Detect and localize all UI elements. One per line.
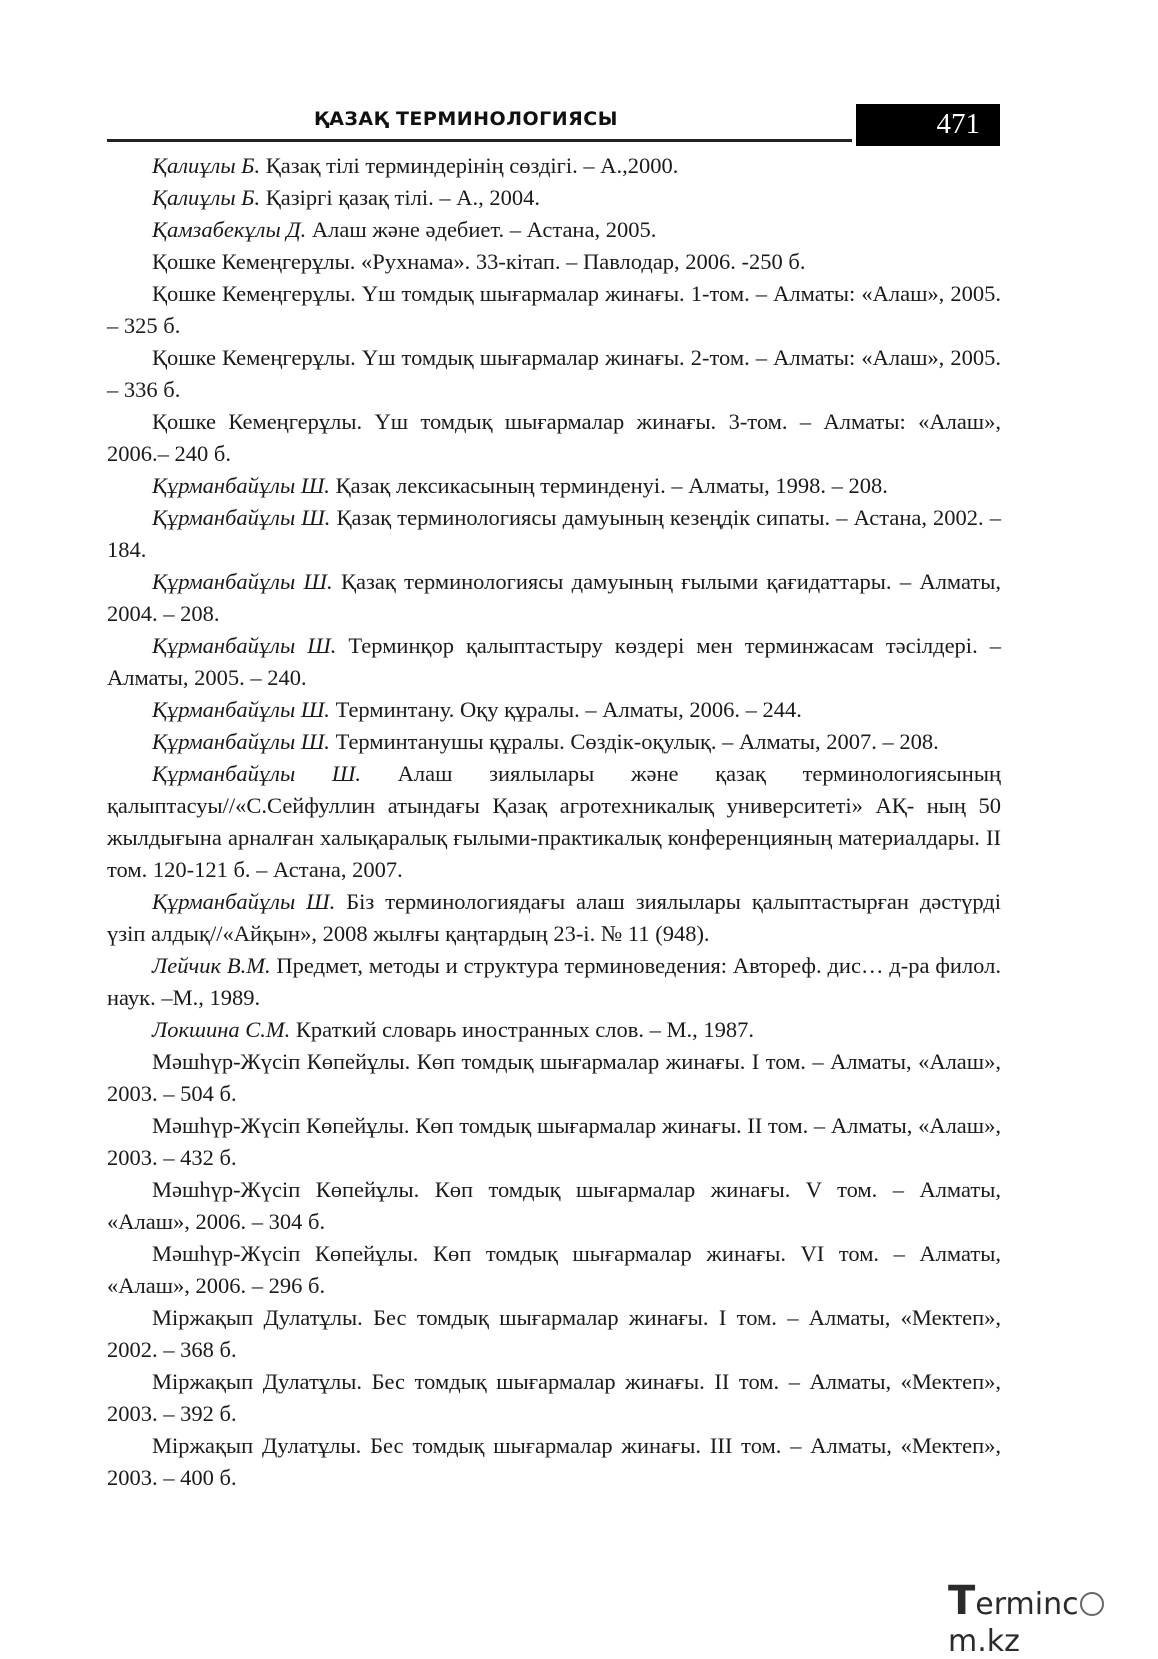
entry-text: Қошке Кемеңгерұлы. Үш томдық шығармалар жинағы. 3-том. – Алматы: «Алаш», 2006.– 240 б.: [107, 409, 1001, 466]
bibliography-entry: [107, 950, 1001, 1014]
entry-author: Қалиұлы Б.: [152, 185, 261, 210]
entry-text: Мәшһүр-Жүсіп Көпейұлы. Көп томдық шығармалар жинағы. І том. – Алматы, «Алаш», 2003. – 504 б.: [107, 1049, 1001, 1106]
entry-author: Құрманбайұлы Ш.: [152, 633, 337, 658]
entry-text: Алаш зиялылары және қазақ терминологиясының қалыптасуы//«С.Сейфуллин атындағы Қазақ агротехникалық университеті» АҚ- ның 50 жылдығына арналған халықаралық ғылыми-практикалық конференцияның материалдары. ІІ том. 120-121 б. – Астана, 2007.: [107, 761, 1001, 882]
bibliography-entry: [107, 1110, 1001, 1174]
bibliography-entry: [107, 1014, 1001, 1046]
watermark-domain: m.kz: [948, 1624, 1020, 1659]
bibliography-entry: [107, 1174, 1001, 1238]
entry-text: Терминтану. Оқу құралы. – Алматы, 2006. – 244.: [329, 697, 802, 722]
entry-text: Мәшһүр-Жүсіп Көпейұлы. Көп томдық шығармалар жинағы. V том. – Алматы, «Алаш», 2006. – 304 б.: [107, 1177, 1001, 1234]
watermark-text: erminc: [975, 1587, 1079, 1622]
entry-text: Қошке Кемеңгерұлы. «Рухнама». 33-кітап. – Павлодар, 2006. -250 б.: [152, 249, 806, 274]
bibliography-entry: [107, 1366, 1001, 1430]
entry-text: Терминқор қалыптастыру көздері мен терминжасам тәсілдері. – Алматы, 2005. – 240.: [107, 633, 1001, 690]
entry-author: Құрманбайұлы Ш.: [152, 505, 331, 530]
entry-author: Қалиұлы Б.: [152, 153, 261, 178]
bibliography-entry: [107, 150, 1001, 182]
termincom-watermark: [948, 1578, 1158, 1659]
bibliography-entry: [107, 502, 1001, 566]
entry-author: Құрманбайұлы Ш.: [152, 729, 330, 754]
bibliography-entry: [107, 566, 1001, 630]
bibliography-entry: [107, 758, 1001, 886]
bibliography-entry: [107, 1238, 1001, 1302]
running-head-rule: [107, 139, 852, 142]
entry-author: Құрманбайұлы Ш.: [152, 569, 333, 594]
entry-author: Локшина С.М.: [152, 1017, 291, 1042]
entry-author: Құрманбайұлы Ш.: [152, 761, 361, 786]
page-number-box: [856, 104, 1000, 146]
entry-text: Мәшһүр-Жүсіп Көпейұлы. Көп томдық шығармалар жинағы. VІ том. – Алматы, «Алаш», 2006. – 296 б.: [107, 1241, 1001, 1298]
bibliography-entry: [107, 342, 1001, 406]
bibliography-entry: [107, 886, 1001, 950]
running-head: [107, 106, 852, 142]
entry-text: Қазақ лексикасының терминденуі. – Алматы, 1998. – 208.: [329, 473, 888, 498]
bibliography-entry: [107, 630, 1001, 694]
bibliography-entry: [107, 182, 1001, 214]
bibliography-entry: [107, 470, 1001, 502]
bibliography-entry: [107, 214, 1001, 246]
page-number: 471: [936, 108, 980, 140]
bibliography-entry: [107, 1430, 1001, 1494]
bibliography-entry: [107, 406, 1001, 470]
running-head-title: ҚАЗАҚ ТЕРМИНОЛОГИЯСЫ: [314, 108, 618, 130]
watermark-o-circle-icon: [1080, 1592, 1104, 1616]
entry-text: Мәшһүр-Жүсіп Көпейұлы. Көп томдық шығармалар жинағы. ІІ том. – Алматы, «Алаш», 2003. – 432 б.: [107, 1113, 1001, 1170]
entry-author: Құрманбайұлы Ш.: [152, 697, 330, 722]
bibliography-entry: [107, 1302, 1001, 1366]
entry-text: Қазақ терминологиясы дамуының кезеңдік сипаты. – Астана, 2002. –184.: [107, 505, 1001, 562]
entry-text: Қошке Кемеңгерұлы. Үш томдық шығармалар жинағы. 1-том. – Алматы: «Алаш», 2005. – 325 б.: [107, 281, 1001, 338]
bibliography-entry: [107, 726, 1001, 758]
entry-text: Қазақ терминологиясы дамуының ғылыми қағидаттары. – Алматы, 2004. – 208.: [107, 569, 1001, 626]
entry-text: Предмет, методы и структура терминоведения: Автореф. дис… д-ра филол. наук. –М., 1989.: [107, 953, 1001, 1010]
bibliography-entry: [107, 694, 1001, 726]
entry-text: Қошке Кемеңгерұлы. Үш томдық шығармалар жинағы. 2-том. – Алматы: «Алаш», 2005. – 336 б.: [107, 345, 1001, 402]
entry-text: Краткий словарь иностранных слов. – М., 1987.: [290, 1017, 754, 1042]
watermark-letter-t: T: [948, 1578, 976, 1624]
bibliography-entry: [107, 1046, 1001, 1110]
entry-text: Міржақып Дулатұлы. Бес томдық шығармалар жинағы. ІІІ том. – Алматы, «Мектеп», 2003. – 400 б.: [107, 1433, 1001, 1490]
entry-text: Біз терминологиядағы алаш зиялылары қалыптастырған дәстүрді үзіп алдық//«Айқын», 2008 жылғы қаңтардың 23-і. № 11 (948).: [107, 889, 1001, 946]
bibliography-entry: [107, 278, 1001, 342]
entry-author: Құрманбайұлы Ш.: [152, 473, 330, 498]
entry-text: Міржақып Дулатұлы. Бес томдық шығармалар жинағы. ІІ том. – Алматы, «Мектеп», 2003. – 392 б.: [107, 1369, 1001, 1426]
entry-text: Алаш және әдебиет. – Астана, 2005.: [306, 217, 657, 242]
entry-author: Лейчик В.М.: [152, 953, 271, 978]
entry-text: Қазіргі қазақ тілі. – А., 2004.: [260, 185, 540, 210]
bibliography-list: [107, 150, 1001, 1494]
entry-text: Терминтанушы құралы. Сөздік-оқулық. – Алматы, 2007. – 208.: [329, 729, 939, 754]
entry-text: Міржақып Дулатұлы. Бес томдық шығармалар жинағы. І том. – Алматы, «Мектеп», 2002. – 368 б.: [107, 1305, 1001, 1362]
entry-author: Қамзабекұлы Д.: [152, 217, 307, 242]
entry-author: Құрманбайұлы Ш.: [152, 889, 336, 914]
entry-text: Қазақ тілі терминдерінің сөздігі. – А.,2000.: [260, 153, 679, 178]
bibliography-entry: [107, 246, 1001, 278]
